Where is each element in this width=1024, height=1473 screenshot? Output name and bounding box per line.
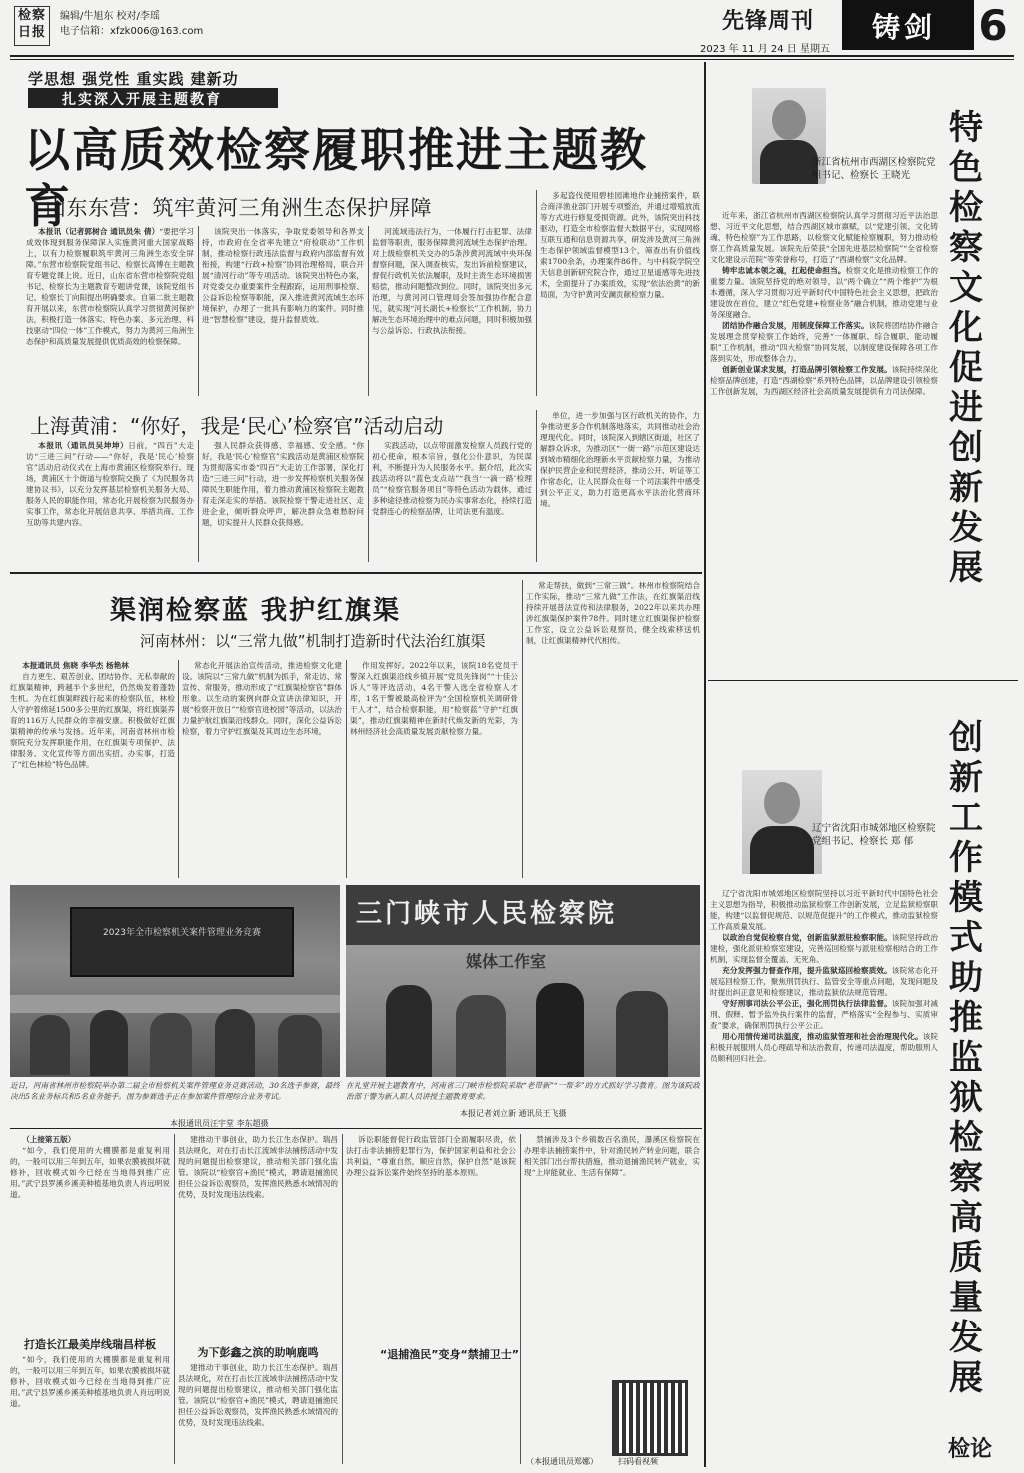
sub2-byline: 本报讯（通讯员吴坤坤） (38, 441, 129, 450)
second-col-3: 作用发挥好。2022年以来，该院18名党员干警深入红旗渠沿线乡镇开展“党员先锋岗”“十佳公诉人”等评选活动，4名干警入选全省检察人才库，1名干警被最高检评为“全国检察机关调研骨干人才”，结合检察职能，用“检察蓝”守护“红旗渠”，推动红旗渠精神在新时代焕发新的光彩，为林州经济社会高质量发展贡献检察力量。 (350, 661, 518, 736)
second-col-2: 常态化开展法治宣传活动，推进检察文化建设。该院以“三常九做”机制为抓手，常走访、常宣传、常服务，推动形成了“红旗渠检察官”群体形象。以生动的案例向群众宣讲法律知识，开展“检察开放日”“检察官进校园”等活动，以法治力量护航红旗渠沿线群众。同时，深化公益诉讼检察，着力守护红旗渠及其周边生态环境。 (182, 661, 342, 736)
second-subtitle: 河南林州：以“三常九做”机制打造新时代法治红旗渠 (140, 632, 486, 650)
bottom-col-1b: “如今，我们使用的大棚膜都是重复利用的，一般可以用三年到五年，如果农膜被损坏就修补，回收模式如今已经在当地得到推广应用。”武宁县罗溪乡溪美种植基地负责人肖远明说道。 (10, 1355, 170, 1408)
bottom-col-2: 建推动干事创业，助力长江生态保护。瑞昌县法规化，对在打击长江流域非法捕捞活动中发现的问题提出检察建议，推动相关部门强化监管。该院以“检察官+渔民”模式，聘请退捕渔民担任公益诉讼观察员，发挥渔民熟悉水域情况的优势，及时发现违法线索。 (178, 1135, 338, 1199)
author1-caption: 浙江省杭州市西湖区检察院党组书记、检察长 王晓光 (812, 157, 936, 181)
main-headline: 以高质效检察履职推进主题教育 (24, 123, 648, 233)
second-col-1: 本报通讯员 焦晓 李华杰 杨艳林 自力更生、艰苦创业、团结协作、无私奉献的红旗渠精神，跨越半个多世纪，仍然焕发着蓬勃生机。为在红旗渠畔践行起来的检察队伍，林检人守护着绵延1500多公里的红旗渠，将红旗渠养育的116万人民群众的幸福安康。积极做好红旗渠精神的传承与发扬。近年来，河南省林州市检察院充分发挥职能作用，在红旗渠专项保护、法律服务、文化宣传等方面出实招、办实事，打造了“红色林检”特色品牌。 (10, 661, 175, 769)
sub1-col-4: 多起盗伐使用碧桂园滩地作业捕捞案件，联合商洋渔业部门开展专项整治，并通过增殖放流等方式进行修复受损资源。此外，该院突出科技驱动，打造全市检察监督大数据平台，实现网格互联互通和信息资源共享，研发涉及黄河三角洲生态保护领域监督模型13个，筛查出有价值线索1700余条，办理案件86件。与中科院学院空天信息创新研究院合作，通过卫星遥感等先进技术，全面提升了办案质效，实现“依法治黄”的新局面，为守护黄河安澜贡献检察力量。 (540, 191, 700, 299)
campaign-slogan: 学思想 强党性 重实践 建新功 (28, 70, 239, 88)
photo-sign-text: 三门峡市人民检察院 (356, 899, 618, 929)
caption-right: 在礼堂开展主题教育中，河南省三门峡市检察院采取“老带新”“一帮多”的方式抓好学习教育。图为该院政治部干警为新入职人员讲授主题教育要求。 (346, 1081, 700, 1101)
photo-competition (10, 885, 340, 1077)
right-article1-body: 近年来，浙江省杭州市西湖区检察院认真学习贯彻习近平法治思想、习近平文化思想，结合西湖区城市禀赋，以“党建引领、文化铸魂、特色检察”为工作思路，以检察文化赋能检察履职，努力推动检察工作高质量发展。该院先后荣获“全国先进基层检察院”“全省检察文化建设示范院”等荣誉称号，打造了“西湖检察”文化品牌。 铸牢忠诚本领之魂，扛起使命担当。检察文化是推动检察工作的重要力量。该院坚持党的绝对领导，以“两个确立”“两个维护”为根本遵循，深入学习贯彻习近平新时代中国特色社会主义思想，把政治建设放在首位，建立“红色党建+检察业务”融合机制，推动党建与业务深度融合。 团结协作融合发展，用制度保障工作落实。该院将团结协作融合发展理念贯穿检察工作始终，完善“一体履职、综合履职、能动履职”工作机制，推动“四大检察”协同发展，以制度建设保障各项工作落到实处，形成整体合力。 创新创业谋求发展，打造品牌引领检察工作发展。该院持续深化检察品牌创建，打造“西湖检察”系列特色品牌，以品牌建设引领检察工作创新发展，为西湖区经济社会高质量发展提供有力司法保障。 (710, 211, 938, 396)
editors-line: 编辑/牛旭东 校对/李瑶 (60, 11, 160, 22)
campaign-banner-text: 扎实深入开展主题教育 (62, 92, 222, 108)
sub1-byline: 本报讯（记者郭树合 通讯员朱 倩） (38, 227, 160, 236)
bottom-col-1: （上接第五版） “如今，我们使用的大棚膜都是重复利用的，一般可以用三年到五年，如果农膜被损坏就修补，回收模式如今已经在当地得到推广应用。”武宁县罗溪乡溪美种植基地负责人肖远明说道。 (10, 1135, 170, 1199)
sub2-title: 上海黄浦：“你好，我是‘民心’检察官”活动启动 (30, 414, 444, 438)
sub2-col-3: 实践活动，以点带面激发检察人员践行党的初心使命，根本宗旨，强化公仆意识，为民谋利，不断提升为人民服务水平。据介绍，此次实践活动将以“蓝色支点站”“我当‘一滴一路’检理员”“检察官服务项目”等特色活动为载体，通过多种途径推动检察为民办实事常态化，持续打造党群连心的检察品牌，让司法更有温度。 (372, 441, 532, 516)
section-name: 铸剑 (872, 11, 937, 44)
right-article2-title: 创新工作模式助推监狱检察高质量发展 (949, 718, 983, 1398)
bottom-heading-2: 为下彭鑫之滨的助响鹿鸣 (197, 1346, 319, 1359)
bottom-col-3: 诉讼职能督促行政监管部门全面履职尽责，依法打击非法捕捞犯罪行为，保护国家利益和社会公共利益，“尊重自然，顺应自然，保护自然”是该院办理公益诉讼案件始终坚持的基本原则。 (346, 1135, 516, 1177)
bottom-heading-3: “退捕渔民”变身“禁捕卫士” (380, 1348, 519, 1361)
masthead-rule (10, 55, 1014, 57)
bottom-source: （本报通讯员郑娜） (526, 1457, 598, 1466)
sub2-col-1: 本报讯（通讯员吴坤坤）日前，“四百”大走访“三进三问”行动——“你好，我是‘民心’检察官”活动启动仪式在上海市黄浦区检察院举行。现场，黄浦区十个街道与检察院交换了《为民服务共建协议书》，以充分发挥基层检察机关服务大局、服务人民的职能作用，常态化开展检察为民服务办实事工作，常态化开展信息共享、举措共商、工作互助等共建内容。 (26, 441, 194, 527)
photo-sign-text-2: 媒体工作室 (466, 952, 547, 971)
qr-caption: 扫码看视频 (618, 1457, 658, 1466)
sub1-col-1: 本报讯（记者郭树合 通讯员朱 倩）“要把学习成效体现到服务保障深入实施黄河重大国家战略上，以有力检察履职筑牢黄河三角洲生态安全屏障。”东营市检察院党组书记、检察长高博在主题教育专题党课上说。近日，山东省东营市检察院党组书记、检察长为主题教育专题讲党课，该院党组书记、检察长丁向阳提出明确要求。自第二批主题教育开展以来，东营市检察院认真学习贯彻黄河保护法，积极打造一体落实、特色办案、多元治理、科技驱动“四位一体”工作模式，努力为黄河三角洲生态保护和高质量发展提供优质高效的检察保障。 (26, 227, 194, 346)
right-article1-title: 特色检察文化促进创新发展 (949, 108, 983, 588)
issue-date: 2023 年 11 月 24 日 星期五 (700, 44, 830, 55)
author1-name: 王晓光 (881, 170, 911, 181)
second-headline: 渠润检察蓝 我护红旗渠 (110, 596, 402, 626)
author2-caption: 辽宁省沈阳市城郊地区检察院党组书记、检察长 郑 郁 (812, 823, 936, 847)
right-article2-body: 辽宁省沈阳市城郊地区检察院坚持以习近平新时代中国特色社会主义思想为指导，积极推动监狱检察工作创新发展，立足监狱检察职能，构建“以监督促规范、以规范促提升”的工作模式，推动监狱检察工作高质量发展。 以政治自觉促检察自觉，创新监狱派驻检察职能。该院坚持政治建检，强化派驻检察室建设，完善巡回检察与派驻检察相结合的工作机制，实现监督全覆盖、无死角。 充分发挥强力督查作用，提升监狱巡回检察质效。该院常态化开展巡回检察工作，聚焦刑罚执行、监管安全等重点问题，发现问题及时提出纠正意见和检察建议，推动监狱依法规范管理。 守好刑事司法公平公正，强化刑罚执行法律监督。该院加强对减刑、假释、暂予监外执行案件的监督，严格落实“全程参与、实质审查”要求，确保刑罚执行公平公正。 用心用情传递司法温度，推动监狱管理和社会治理现代化。该院积极开展服刑人员心理疏导和法治教育，传递司法温度，帮助服刑人员顺利回归社会。 (710, 889, 938, 1063)
page-number: 6 (978, 1, 1008, 50)
second-col-4: 常走帮扶，做到“三常三做”。林州市检察院结合工作实际，推动“三常九做”工作法，在红旗渠沿线持续开展普法宣传和法律服务，2022年以来共办理涉红旗渠保护案件78件。同时建立红旗渠保护检察工作室，设立公益诉讼观察员，健全线索移送机制，让红旗渠精神代代相传。 (526, 581, 700, 645)
photo-studio (346, 885, 700, 1077)
photo-screen-text: 2023年全市检察机关案件管理业务竞赛 (103, 928, 261, 938)
sub1-col-2: 该院突出一体落实，争取党委领导和各界支持，市政府在全省率先建立“府检联动”工作机制，推动检察行政违法监督与政府内部监督有效衔接，构建“行政+检察”协同治理格局，联合开展“清河行动”等专项活动。该院突出特色办案，对党委交办重要案件全程跟踪，运用刑事检察、公益诉讼检察等职能，深入推进黄河流域生态环境保护，办理了一批具有影响力的案件。同时推进“智慧检察”建设，提升监督质效。 (202, 227, 364, 324)
right-column-divider (704, 62, 706, 1467)
sub2-col-2: 强人民群众获得感、幸福感、安全感。“你好，我是‘民心’检察官”实践活动是黄浦区检察院为贯彻落实市委“四百”大走访工作部署，深化打造“三进三问”行动，进一步发挥检察机关服务保障民生职能作用，着力推动黄浦区检察院主题教育走深走实的举措。该院检察干警走进社区、走进企业，倾听群众呼声，解决群众急难愁盼问题，切实提升人民群众获得感。 (202, 441, 364, 527)
sub1-title: 山东东营：筑牢黄河三角洲生态保护屏障 (45, 196, 432, 220)
author2-name: 郑 郁 (891, 836, 914, 847)
footer-label: 检论 (948, 1437, 993, 1462)
sub1-col-3: 河流域违法行为，一体履行打击犯罪、法律监督等职责，服务保障黄河流域生态保护治理。对上级检察机关交办的5条涉黄河流域中央环保督察问题，深入调查核实，发出诉前检察建议，督促行政机关依法履职，及时主责生态环境损害赔偿，推动问题整改到位。同时，该院突出多元治理，与黄河河口管理局会签加强协作配合意见，就实现“河长湖长+检察长”工作机制，协力解决生态环境治理中的难点问题，同时积极加强与公益诉讼、行政执法衔接。 (372, 227, 532, 335)
second-byline: 本报通讯员 焦晓 李华杰 杨艳林 (22, 661, 129, 670)
bottom-heading-1: 打造长江最美岸线瑞昌样板 (24, 1338, 156, 1351)
email-line: 电子信箱：xfzk006@163.com (60, 26, 204, 37)
qr-code[interactable] (612, 1380, 688, 1456)
author2-photo (742, 770, 822, 874)
newspaper-logo: 检察日报 (14, 6, 50, 46)
publication-name: 先锋周刊 (722, 9, 815, 34)
caption-right-credit: 本报记者刘立新 通讯员王飞摄 (460, 1109, 567, 1118)
caption-left-credit: 本报通讯员汪宇堂 李东超摄 (170, 1119, 269, 1128)
continued-label: （上接第五版） (22, 1135, 76, 1144)
caption-left: 近日，河南省林州市检察院举办第二届全市检察机关案件管理业务竞赛活动，30名选手参赛，最终决出5名业务标兵和5名业务能手。图为参赛选手正在参加案件管理综合业务考试。 (10, 1081, 340, 1101)
bottom-col-2b: 建推动干事创业，助力长江生态保护。瑞昌县法规化，对在打击长江流域非法捕捞活动中发现的问题提出检察建议，推动相关部门强化监管。该院以“检察官+渔民”模式，聘请退捕渔民担任公益诉讼观察员，发挥渔民熟悉水域情况的优势，及时发现违法线索。 (178, 1363, 338, 1427)
sub2-col-4: 单位，进一步加强与区行政机关的协作，力争推动更多合作机制落地落实，共同推动社会治理现代化。同时，该院深入到辖区街道，社区了解群众诉求，为推动区“一街一路”示范区建设达到城市精细化治理新水平贡献检察力量，为推动保护民营企业和民营经济，推动公开、听证等工作常态化，让人民群众在每一个司法案件中感受到公平正义，助力打造更高水平法治化营商环境。 (540, 411, 700, 508)
bottom-col-4: 禁捕涉及3个乡镇数百名渔民，瀑溪区检察院在办理非法捕捞案件中，针对渔民转产转业问题，联合相关部门出台帮扶措施，推动退捕渔民转产就业，实现“上岸能就业、生活有保障”。 (524, 1135, 700, 1177)
